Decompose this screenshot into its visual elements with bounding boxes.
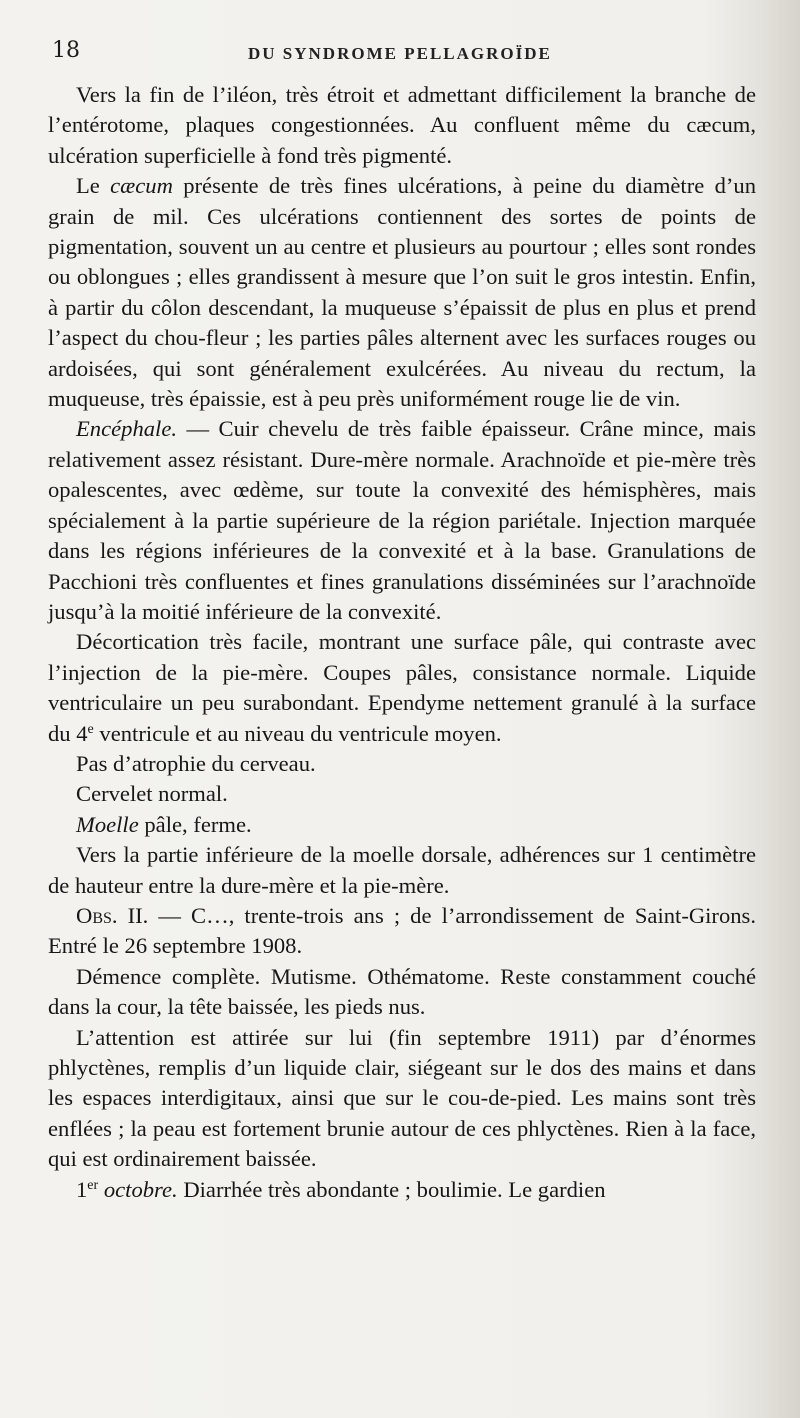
date-month: octobre.: [98, 1176, 178, 1202]
paragraph-atrophie: [48, 749, 756, 779]
paragraph-octobre: [48, 1175, 756, 1205]
ordinal-superscript: e: [87, 721, 94, 737]
paragraph-text: Pas d’atrophie du cerveau.: [76, 750, 316, 776]
page-body: [48, 80, 756, 1205]
paragraph-text: présente de très fines ulcérations, à peine du diamètre d’un grain de mil. Ces ulcérations contiennent des sortes de points de pigmentation, souvent un au centre et plusieurs au pourtour ; elles sont rondes ou oblongues ; elles grandissent à mesure que l’on suit le gros intestin. Enfin, à partir du côlon descendant, la muqueuse s’épaissit de plus en plus et prend l’aspect du chou-fleur ; les parties pâles alternent avec les surfaces rouges ou ardoisées, qui sont généralement exulcérées. Au niveau du rectum, la muqueuse, très épaissie, est à peu près uniformément rouge lie de vin.: [48, 173, 756, 412]
running-title: DU SYNDROME PELLAGROÏDE: [248, 44, 552, 63]
page-number: 18: [52, 38, 80, 63]
paragraph-ileon: [48, 80, 756, 171]
paragraph-lead: Le: [76, 173, 111, 199]
paragraph-text: Vers la fin de l’iléon, très étroit et admettant difficilement la branche de l’entérotome, plaques congestionnées. Au confluent même du cæcum, ulcération superficielle à fond très pigmenté.: [48, 82, 756, 168]
paragraph-text: Diarrhée très abondante ; boulimie. Le gardien: [177, 1176, 606, 1202]
paragraph-italic-term: cæcum: [110, 173, 173, 199]
paragraph-text: L’attention est attirée sur lui (fin septembre 1911) par d’énormes phlyctènes, remplis d’un liquide clair, siégeant sur le dos des mains et dans les espaces interdigitaux, ainsi que sur le cou-de-pied. Les mains sont très enflées ; la peau est fortement brunie autour de ces phlyctènes. Rien à la face, qui est ordinairement baissée.: [48, 1024, 756, 1172]
paragraph-adherences: [48, 840, 756, 901]
paragraph-demence: [48, 962, 756, 1023]
paragraph-text: pâle, ferme.: [138, 811, 252, 837]
paragraph-text: Décortication très facile, montrant une surface pâle, qui contraste avec l’injection de la pie-mère. Coupes pâles, consistance normale. Liquide ventriculaire un peu surabondant. Ependyme nettement granulé à la surface du 4: [48, 629, 756, 746]
paragraph-text: Vers la partie inférieure de la moelle dorsale, adhérences sur 1 centimètre de hauteur entre la dure-mère et la pie-mère.: [48, 842, 756, 898]
paragraph-observation-2: [48, 901, 756, 962]
paragraph-decortication: [48, 627, 756, 749]
paragraph-text: Cervelet normal.: [76, 781, 228, 807]
paragraph-italic-term: Moelle: [76, 811, 139, 837]
paragraph-attention: [48, 1023, 756, 1175]
date-day: 1: [76, 1176, 88, 1202]
page-header: [48, 36, 760, 76]
paragraph-text: Démence complète. Mutisme. Othématome. Reste constamment couché dans la cour, la tête baissée, les pieds nus.: [48, 963, 756, 1020]
paragraph-encephale: [48, 414, 756, 627]
paragraph-moelle: [48, 810, 756, 840]
observation-label: Obs. II.: [76, 902, 149, 928]
ordinal-superscript: er: [87, 1177, 99, 1193]
paragraph-text-tail: ventricule et au niveau du ventricule moyen.: [93, 720, 502, 746]
paragraph-caecum: [48, 171, 756, 414]
paragraph-text: — Cuir chevelu de très faible épaisseur. Crâne mince, mais relativement assez résistant. Dure-mère normale. Arachnoïde et pie-mère très opalescentes, avec œdème, sur toute la convexité des hémisphères, mais spécialement à la partie supérieure de la région pariétale. Injection marquée dans les régions inférieures de la convexité et à la base. Granulations de Pacchioni très confluentes et fines granulations disséminées sur l’arachnoïde jusqu’à la moitié inférieure de la convexité.: [48, 416, 756, 624]
section-heading-encephale: Encéphale.: [76, 416, 177, 442]
paragraph-text: — C…, trente-trois ans ; de l’arrondissement de Saint-Girons. Entré le 26 septembre 1908.: [48, 902, 756, 959]
paragraph-cervelet: [48, 779, 756, 809]
